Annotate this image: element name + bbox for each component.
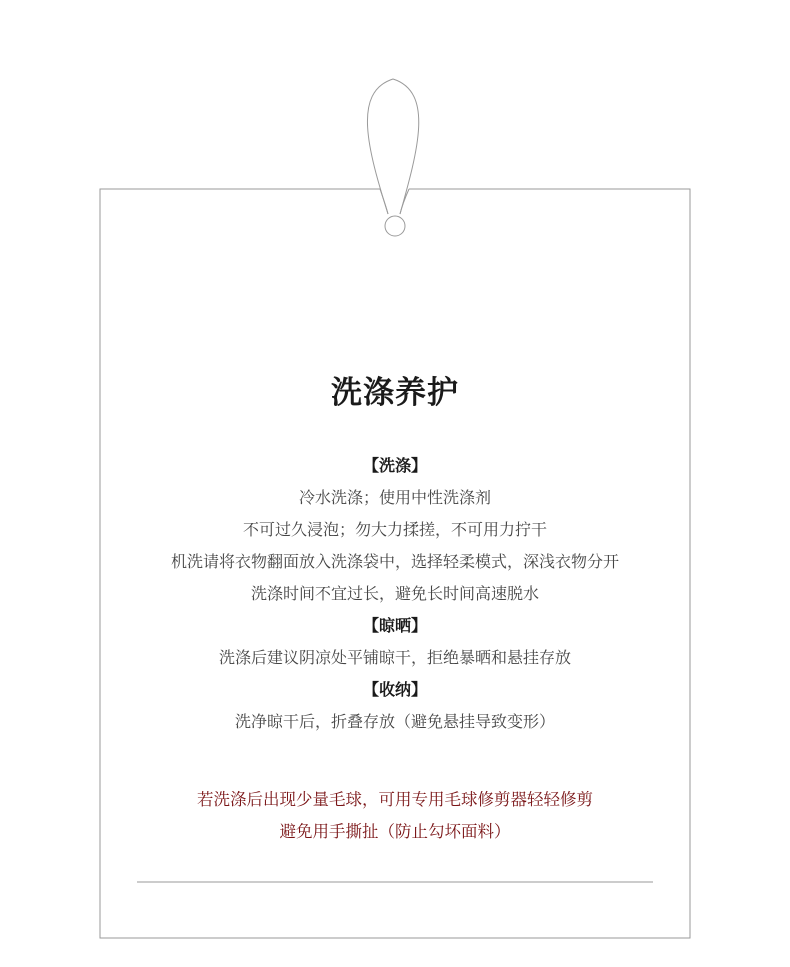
section-storage [100, 674, 690, 738]
notice-line-1: 若洗涤后出现少量毛球，可用专用毛球修剪器轻轻修剪 [197, 790, 593, 809]
eyelet-hole-icon [385, 216, 405, 236]
section-heading-wash: 【洗涤】 [362, 456, 427, 475]
care-content [100, 360, 690, 848]
section-dry [100, 610, 690, 674]
dry-line-1: 洗涤后建议阴凉处平铺晾干，拒绝暴晒和悬挂存放 [218, 648, 571, 667]
wash-line-3: 机洗请将衣物翻面放入洗涤袋中，选择轻柔模式，深浅衣物分开 [170, 552, 619, 571]
wash-line-2: 不可过久浸泡；勿大力揉搓，不可用力拧干 [242, 520, 547, 539]
notice-line-2: 避免用手撕扯（防止勾坏面料） [279, 822, 511, 841]
wash-line-4: 洗涤时间不宜过长，避免长时间高速脱水 [250, 584, 539, 603]
hang-string-icon [367, 79, 418, 214]
page-title: 洗涤养护 [331, 375, 459, 411]
wash-line-1: 冷水洗涤；使用中性洗涤剂 [298, 488, 491, 507]
storage-line-1: 洗净晾干后，折叠存放（避免悬挂导致变形） [234, 712, 555, 731]
section-wash [100, 450, 690, 610]
pilling-notice [100, 784, 690, 848]
section-heading-dry: 【晾晒】 [362, 616, 427, 635]
loop-connector [380, 189, 409, 214]
section-heading-storage: 【收纳】 [362, 680, 427, 699]
